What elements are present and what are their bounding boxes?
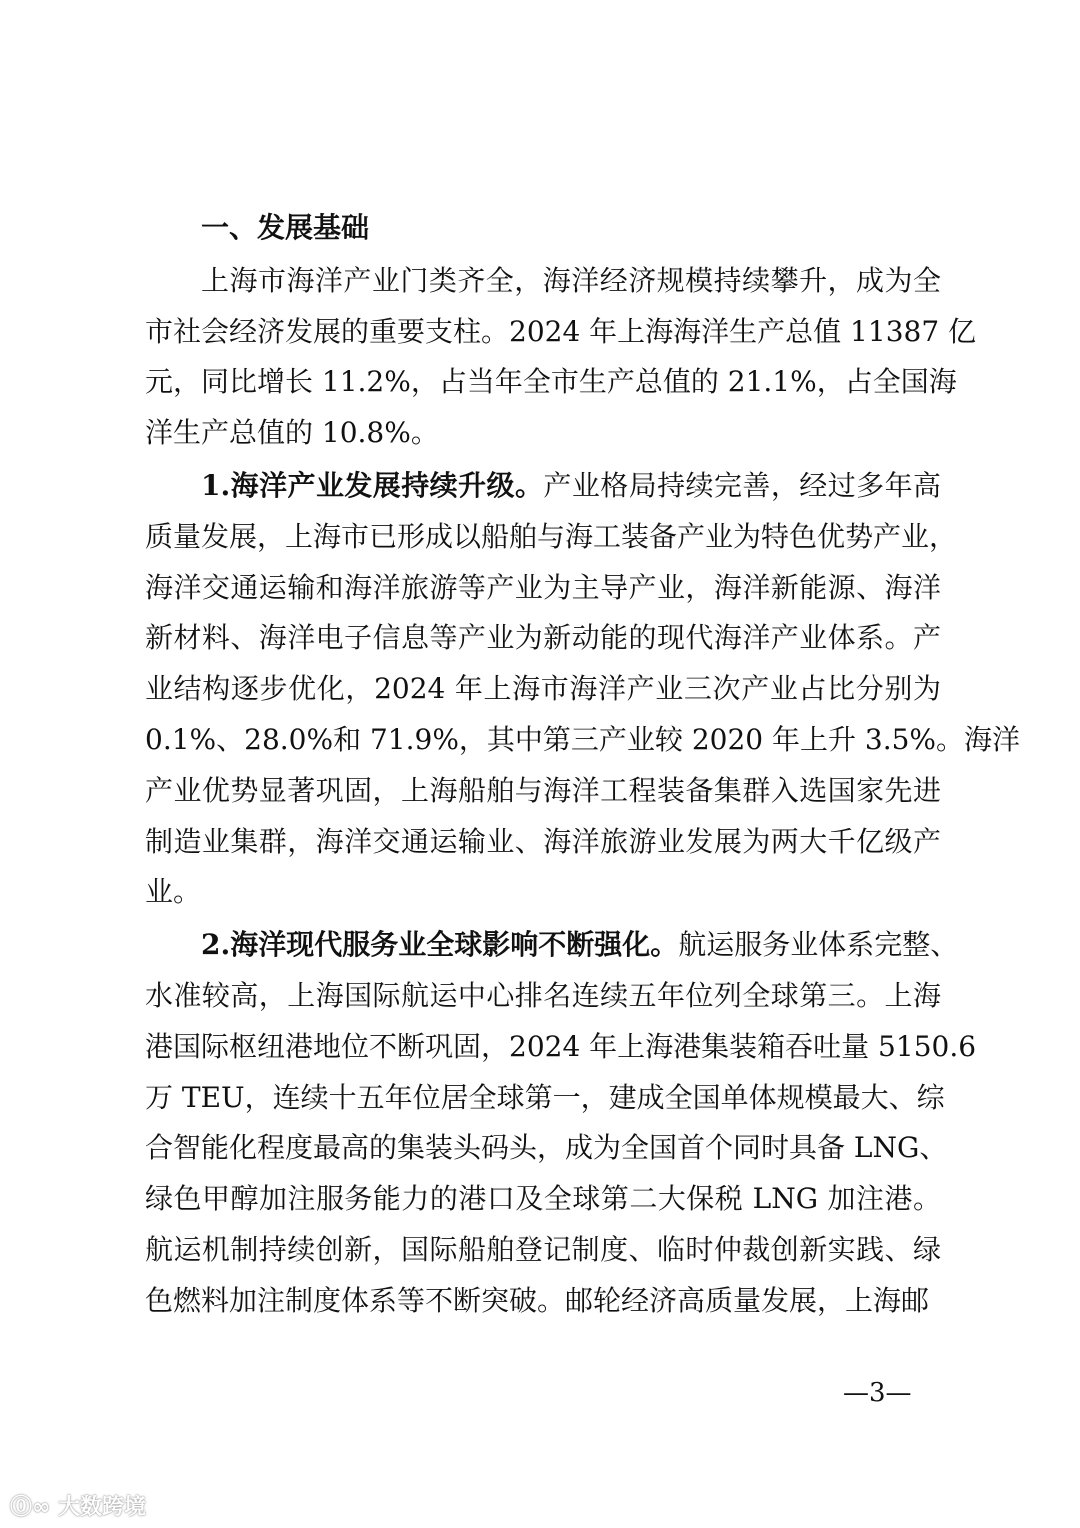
watermark-icon: ⓪∞ xyxy=(10,1495,58,1520)
paragraph xyxy=(145,256,977,459)
line-text: 绿色甲醇加注服务能力的港口及全球第二大保税 LNG 加注港。 xyxy=(145,1182,941,1216)
text-line xyxy=(145,1225,941,1276)
text-line xyxy=(145,563,941,614)
text-line xyxy=(145,920,959,971)
text-line xyxy=(145,817,941,868)
paragraph xyxy=(145,920,977,1326)
line-text: 产业格局持续完善，经过多年高 xyxy=(543,468,941,502)
text-line xyxy=(145,408,941,459)
line-text: 航运机制持续创新，国际船舶登记制度、临时仲裁创新实践、绿 xyxy=(145,1232,941,1266)
line-text: 海洋交通运输和海洋旅游等产业为主导产业，海洋新能源、海洋 xyxy=(145,570,941,604)
text-line xyxy=(145,1174,941,1225)
line-text: 合智能化程度最高的集装头码头，成为全国首个同时具备 LNG、 xyxy=(145,1131,948,1165)
paragraph-lead: 2.海洋现代服务业全球影响不断强化。 xyxy=(201,928,679,962)
line-text: 0.1%、28.0%和 71.9%，其中第三产业较 2020 年上升 3.5%。海洋 xyxy=(145,722,1021,756)
line-text: 万 TEU，连续十五年位居全球第一，建成全国单体规模最大、综 xyxy=(145,1080,945,1114)
text-line xyxy=(145,1276,941,1327)
line-text: 航运服务业体系完整、 xyxy=(678,928,959,962)
text-line xyxy=(145,715,1021,766)
line-text: 上海市海洋产业门类齐全，海洋经济规模持续攀升，成为全 xyxy=(201,263,941,297)
line-text: 业。 xyxy=(145,875,202,909)
paragraphs xyxy=(145,256,1021,1327)
text-line xyxy=(145,971,941,1022)
text-line xyxy=(145,357,957,408)
line-text: 业结构逐步优化，2024 年上海市海洋产业三次产业占比分别为 xyxy=(145,672,941,706)
text-line xyxy=(145,1123,948,1174)
line-text: 新材料、海洋电子信息等产业为新动能的现代海洋产业体系。产 xyxy=(145,621,941,655)
watermark-logo xyxy=(10,1490,146,1521)
text-line xyxy=(145,512,958,563)
line-text: 质量发展，上海市已形成以船舶与海工装备产业为特色优势产业， xyxy=(145,519,958,553)
line-text: 元，同比增长 11.2%，占当年全市生产总值的 21.1%，占全国海 xyxy=(145,365,957,399)
line-text: 洋生产总值的 10.8%。 xyxy=(145,416,439,450)
text-line xyxy=(145,664,941,715)
watermark-text: 大数跨境 xyxy=(58,1495,147,1520)
document-body xyxy=(145,203,1021,1327)
text-line xyxy=(145,613,941,664)
text-line xyxy=(145,766,941,817)
line-text: 产业优势显著巩固，上海船舶与海洋工程装备集群入选国家先进 xyxy=(145,773,941,807)
line-text: 制造业集群，海洋交通运输业、海洋旅游业发展为两大千亿级产 xyxy=(145,824,941,858)
text-line xyxy=(145,1073,945,1124)
line-text: 水准较高，上海国际航运中心排名连续五年位列全球第三。上海 xyxy=(145,978,941,1012)
text-line xyxy=(145,307,977,358)
section-heading: 一、发展基础 xyxy=(201,211,370,244)
text-line xyxy=(145,1022,977,1073)
text-line xyxy=(145,256,941,307)
paragraph-lead: 1.海洋产业发展持续升级。 xyxy=(201,468,544,502)
line-text: 港国际枢纽港地位不断巩固，2024 年上海港集装箱吞吐量 5150.6 xyxy=(145,1029,977,1063)
line-text: 色燃料加注制度体系等不断突破。邮轮经济高质量发展，上海邮 xyxy=(145,1283,930,1317)
text-line xyxy=(145,461,941,512)
line-text: 市社会经济发展的重要支柱。2024 年上海海洋生产总值 11387 亿 xyxy=(145,314,977,348)
page-number: —3— xyxy=(843,1378,912,1408)
text-line xyxy=(145,867,941,918)
paragraph xyxy=(145,461,1021,918)
